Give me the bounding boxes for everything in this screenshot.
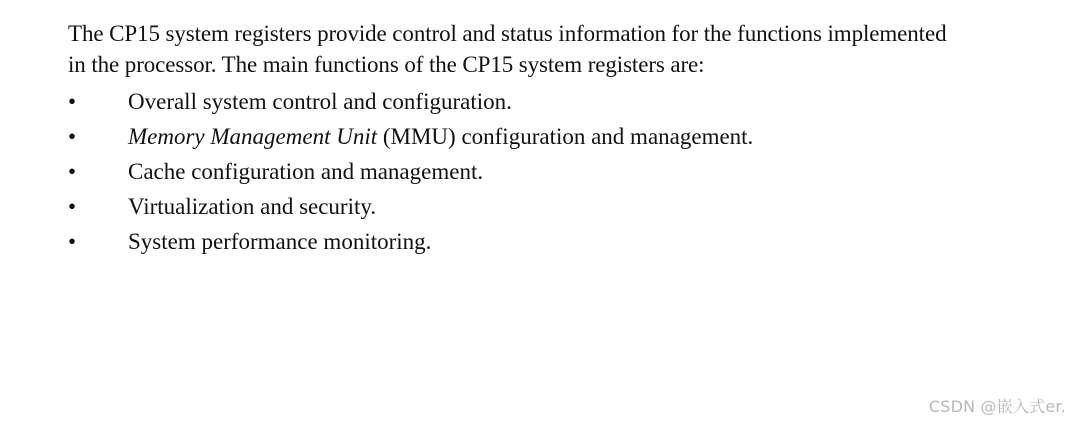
list-item-text: Overall system control and configuration. bbox=[128, 89, 512, 114]
intro-line-2: in the processor. The main functions of the CP15 system registers are: bbox=[68, 52, 705, 77]
list-item-mmu bbox=[68, 119, 1028, 154]
watermark: CSDN @嵌入式er. bbox=[928, 397, 1066, 416]
document-body bbox=[68, 18, 1028, 259]
functions-list bbox=[68, 84, 1028, 259]
list-item-italic-term: Memory Management Unit bbox=[128, 124, 378, 149]
list-item-text: Virtualization and security. bbox=[128, 194, 377, 219]
bullet-icon: • bbox=[68, 229, 77, 254]
intro-line-1: The CP15 system registers provide control and status information for the functions implemented bbox=[68, 21, 947, 46]
bullet-icon: • bbox=[68, 89, 77, 114]
intro-paragraph bbox=[68, 18, 1028, 80]
list-item-text: System performance monitoring. bbox=[128, 229, 432, 254]
bullet-icon: • bbox=[68, 159, 77, 184]
list-item-virtualization bbox=[68, 189, 1028, 224]
list-item-performance bbox=[68, 224, 1028, 259]
list-item-text: Cache configuration and management. bbox=[128, 159, 484, 184]
list-item-cache bbox=[68, 154, 1028, 189]
list-item-system-control bbox=[68, 84, 1028, 119]
bullet-icon: • bbox=[68, 124, 77, 149]
list-item-text: (MMU) configuration and management. bbox=[377, 124, 754, 149]
bullet-icon: • bbox=[68, 194, 77, 219]
